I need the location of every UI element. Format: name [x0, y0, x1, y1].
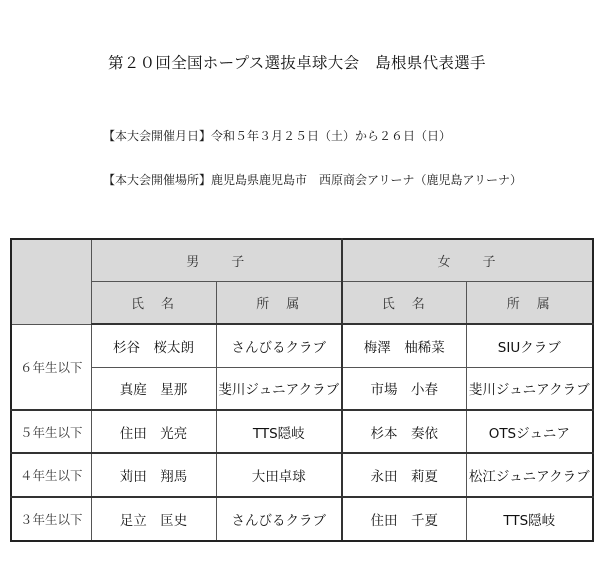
- girl-player-name: 市場 小春: [342, 367, 466, 410]
- table-row: [11, 453, 593, 497]
- girl-player-club: OTSジュニア: [466, 410, 593, 453]
- grade-label: ３年生以下: [11, 497, 91, 541]
- boy-player-name: 苅田 翔馬: [91, 453, 216, 497]
- table-row: [11, 410, 593, 453]
- girl-player-name: 杉本 奏依: [342, 410, 466, 453]
- girl-player-club: TTS隠岐: [466, 497, 593, 541]
- boy-player-club: 大田卓球: [216, 453, 342, 497]
- boy-player-name: 真庭 星那: [91, 367, 216, 410]
- document-title: 第２０回全国ホープス選抜卓球大会 島根県代表選手: [108, 54, 486, 72]
- boy-player-club: さんびるクラブ: [216, 497, 342, 541]
- girl-player-club: 松江ジュニアクラブ: [466, 453, 593, 497]
- grade-label: ５年生以下: [11, 410, 91, 453]
- table-row: [11, 497, 593, 541]
- boy-player-name: 住田 光亮: [91, 410, 216, 453]
- girls-name-header: 氏 名: [342, 281, 466, 324]
- boy-player-club: さんびるクラブ: [216, 324, 342, 367]
- boy-player-club: TTS隠岐: [216, 410, 342, 453]
- girls-affiliation-header: 所 属: [466, 281, 593, 324]
- boys-affiliation-header: 所 属: [216, 281, 342, 324]
- corner-cell: [11, 239, 91, 324]
- girl-player-club: 斐川ジュニアクラブ: [466, 367, 593, 410]
- tournament-dates: 【本大会開催月日】令和５年３月２５日（土）から２６日（日）: [103, 129, 452, 143]
- column-header-row: [11, 281, 593, 324]
- girl-player-name: 永田 莉夏: [342, 453, 466, 497]
- grade-label: ６年生以下: [11, 324, 91, 410]
- boy-player-name: 足立 匡史: [91, 497, 216, 541]
- boys-header: 男 子: [91, 239, 342, 281]
- girls-header: 女 子: [342, 239, 593, 281]
- gender-header-row: [11, 239, 593, 281]
- grade-label: ４年生以下: [11, 453, 91, 497]
- boys-name-header: 氏 名: [91, 281, 216, 324]
- tournament-venue: 【本大会開催場所】鹿児島県鹿児島市 西原商会アリーナ（鹿児島アリーナ）: [103, 173, 523, 187]
- representatives-table: [10, 238, 594, 542]
- boy-player-club: 斐川ジュニアクラブ: [216, 367, 342, 410]
- girl-player-name: 住田 千夏: [342, 497, 466, 541]
- girl-player-club: SIUクラブ: [466, 324, 593, 367]
- table-row: [11, 324, 593, 367]
- table-row: [11, 367, 593, 410]
- girl-player-name: 梅澤 柚稀菜: [342, 324, 466, 367]
- boy-player-name: 杉谷 桜太朗: [91, 324, 216, 367]
